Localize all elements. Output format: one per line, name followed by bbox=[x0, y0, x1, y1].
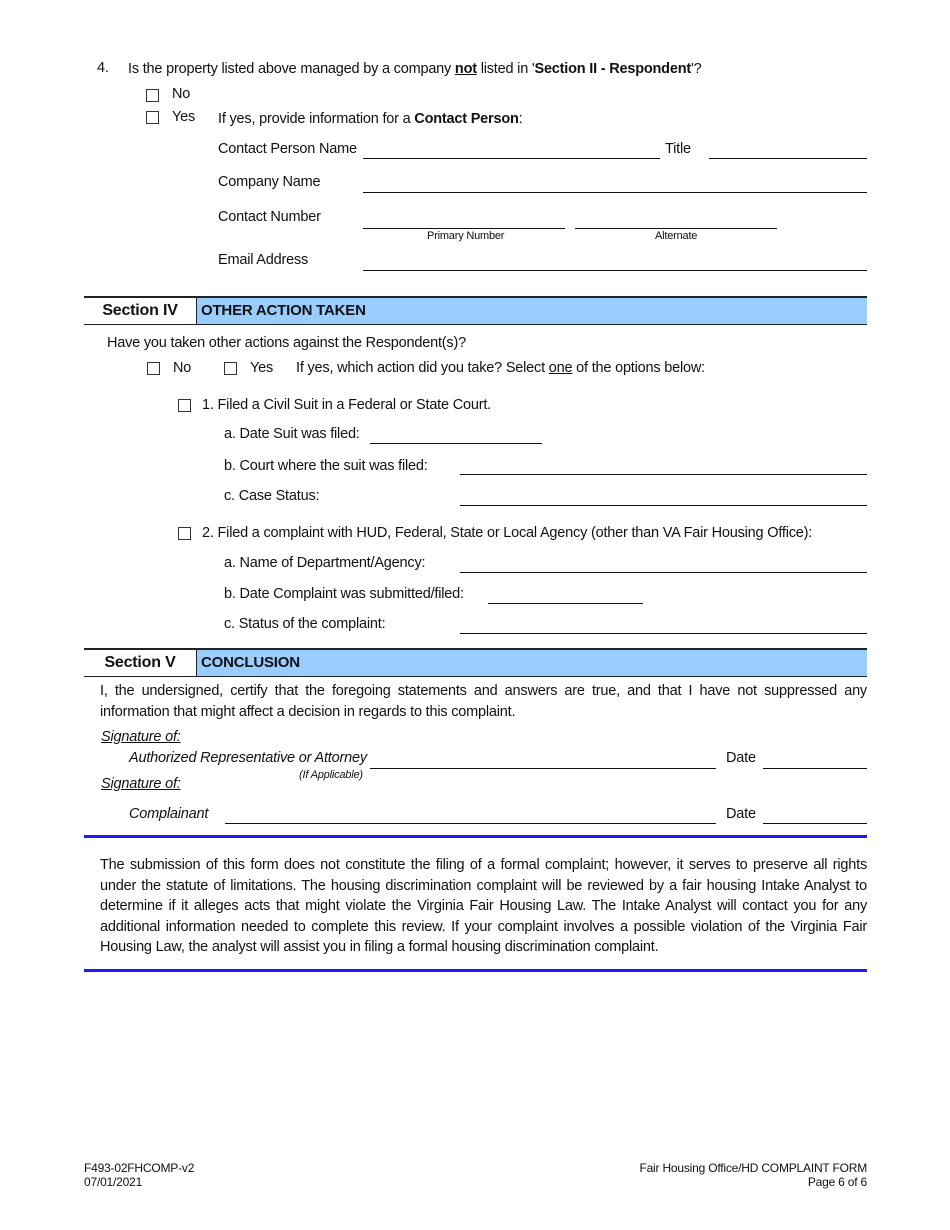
contact-number-label: Contact Number bbox=[218, 209, 321, 225]
civil-suit-checkbox[interactable] bbox=[178, 399, 191, 412]
other-actions-question: Have you taken other actions against the Respondent(s)? bbox=[107, 335, 466, 351]
court-field[interactable] bbox=[460, 474, 867, 475]
s4-yes-label: Yes bbox=[250, 360, 274, 376]
blue-divider-top bbox=[84, 835, 867, 838]
primary-number-caption: Primary Number bbox=[427, 230, 505, 242]
signature-of-label-2: Signature of: bbox=[101, 776, 181, 792]
agency-name-label: a. Name of Department/Agency: bbox=[224, 555, 426, 571]
complainant-signature-field[interactable] bbox=[225, 823, 716, 824]
agency-complaint-checkbox[interactable] bbox=[178, 527, 191, 540]
section-v-label: Section V bbox=[84, 650, 196, 676]
title-field[interactable] bbox=[709, 158, 867, 159]
section-iv-label: Section IV bbox=[84, 298, 196, 324]
q4-no-checkbox[interactable] bbox=[146, 89, 159, 102]
email-field[interactable] bbox=[363, 270, 867, 271]
company-name-field[interactable] bbox=[363, 192, 867, 193]
footer-right bbox=[639, 1161, 867, 1189]
title-label: Title bbox=[665, 141, 691, 157]
alternate-caption: Alternate bbox=[655, 230, 698, 242]
form-title: Fair Housing Office/HD COMPLAINT FORM bbox=[639, 1161, 867, 1175]
authorized-rep-label: Authorized Representative or Attorney bbox=[129, 750, 367, 766]
date-complaint-field[interactable] bbox=[488, 603, 643, 604]
contact-person-field[interactable] bbox=[363, 158, 660, 159]
q4-no-label: No bbox=[172, 86, 191, 102]
date-field-2[interactable] bbox=[763, 823, 867, 824]
section-iv-header bbox=[84, 296, 867, 325]
authorized-rep-signature-field[interactable] bbox=[370, 768, 716, 769]
court-label: b. Court where the suit was filed: bbox=[224, 458, 428, 474]
q4-yes-note: If yes, provide information for a Contact Person: bbox=[218, 111, 523, 127]
s4-yes-checkbox[interactable] bbox=[224, 362, 237, 375]
page-number: Page 6 of 6 bbox=[807, 1175, 867, 1189]
alternate-number-field[interactable] bbox=[575, 228, 777, 229]
q4-number: 4. bbox=[97, 60, 109, 76]
section-iv-title: OTHER ACTION TAKEN bbox=[196, 298, 867, 324]
date-complaint-label: b. Date Complaint was submitted/filed: bbox=[224, 586, 464, 602]
civil-suit-label: 1. Filed a Civil Suit in a Federal or State Court. bbox=[202, 397, 491, 413]
case-status-field[interactable] bbox=[460, 505, 867, 506]
blue-divider-bottom bbox=[84, 969, 867, 972]
email-label: Email Address bbox=[218, 252, 309, 268]
date-label-1: Date bbox=[726, 750, 756, 766]
certification-text: I, the undersigned, certify that the foregoing statements and answers are true, and that I have not suppressed any information that might affect a decision in regards to this complaint. bbox=[100, 683, 867, 720]
agency-complaint-label: 2. Filed a complaint with HUD, Federal, State or Local Agency (other than VA Fair Housing Office): bbox=[202, 525, 813, 541]
company-name-label: Company Name bbox=[218, 174, 321, 190]
section-v-header bbox=[84, 648, 867, 677]
signature-of-label-1: Signature of: bbox=[101, 729, 181, 745]
q4-yes-checkbox[interactable] bbox=[146, 111, 159, 124]
form-date: 07/01/2021 bbox=[84, 1175, 143, 1189]
primary-number-field[interactable] bbox=[363, 228, 565, 229]
q4-question: Is the property listed above managed by a company not listed in 'Section II - Respondent'? bbox=[128, 61, 702, 77]
case-status-label: c. Case Status: bbox=[224, 488, 320, 504]
footer-left bbox=[84, 1161, 194, 1189]
s4-yes-note: If yes, which action did you take? Select one of the options below: bbox=[296, 360, 705, 376]
date-label-2: Date bbox=[726, 806, 756, 822]
complainant-label: Complainant bbox=[129, 806, 209, 822]
s4-no-label: No bbox=[173, 360, 192, 376]
date-field-1[interactable] bbox=[763, 768, 867, 769]
form-id: F493-02FHCOMP-v2 bbox=[84, 1161, 195, 1175]
date-suit-filed-label: a. Date Suit was filed: bbox=[224, 426, 360, 442]
date-suit-filed-field[interactable] bbox=[370, 443, 542, 444]
contact-person-label: Contact Person Name bbox=[218, 141, 357, 157]
if-applicable-caption: (If Applicable) bbox=[299, 769, 363, 781]
q4-yes-label: Yes bbox=[172, 109, 196, 125]
complaint-status-field[interactable] bbox=[460, 633, 867, 634]
complaint-status-label: c. Status of the complaint: bbox=[224, 616, 386, 632]
s4-no-checkbox[interactable] bbox=[147, 362, 160, 375]
section-v-title: CONCLUSION bbox=[196, 650, 867, 676]
agency-name-field[interactable] bbox=[460, 572, 867, 573]
notice-text: The submission of this form does not constitute the filing of a formal complaint; however, it serves to preserve all rights under the statute of limitations. The housing discrimination complaint will be reviewed by a fair housing Intake Analyst to determine if it alleges acts that might violate the Virginia Fair Housing Law. The Intake Analyst will contact you for any additional information needed to complete this review. If your complaint involves a possible violation of the Virginia Fair Housing Law, the analyst will assist you in filing a formal housing discrimination complaint. bbox=[100, 857, 867, 955]
